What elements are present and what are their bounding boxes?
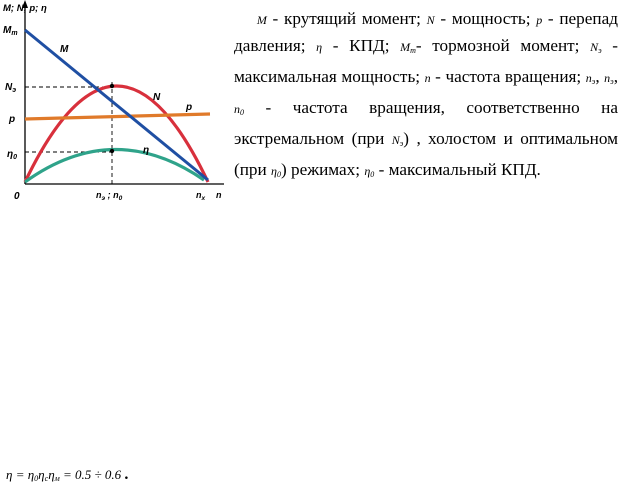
tick-origin: 0: [14, 191, 20, 202]
y-axis-label: M; N; p; η: [3, 3, 47, 14]
tick-mt: $M_т$: [3, 25, 18, 37]
tick-ne-n0: $n_э$ ; $n_0$: [96, 190, 123, 202]
tick-p: p: [9, 114, 16, 125]
tick-nx: $n_x$: [196, 190, 206, 202]
curve-M: [25, 30, 208, 180]
efficiency-formula: $\eta = \eta_0\eta_c\eta_м = 0.5 \div 0.6$ .: [6, 466, 129, 483]
chart-svg: [0, 0, 230, 210]
label-N: N: [153, 92, 161, 103]
curve-p: [25, 114, 210, 119]
label-p: p: [186, 102, 193, 113]
label-eta: η: [143, 145, 150, 156]
tick-n: n: [216, 190, 222, 200]
legend-paragraph: [234, 6, 618, 188]
performance-chart: [0, 0, 230, 210]
tick-eta0: $\eta_0$: [7, 149, 18, 161]
label-M: M: [60, 44, 69, 55]
marker-max-eta: [110, 149, 114, 153]
tick-ne: $N_э$: [5, 82, 17, 94]
legend-text: M - крутящий момент; N - мощность; p - перепад давления; η - КПД; $M_т-$ тормозной момент; $N_э$ - максимальная мощность; n - частота вращения; $n_э$, $n_э$, $n_0$ - частота вращения, соответственно на экстремальном (при $N_э$) , холостом и оптимальном (при $\eta_0$) режимах; $\eta_0$ - максимальный КПД.: [234, 9, 618, 179]
marker-max-N: [110, 84, 114, 88]
